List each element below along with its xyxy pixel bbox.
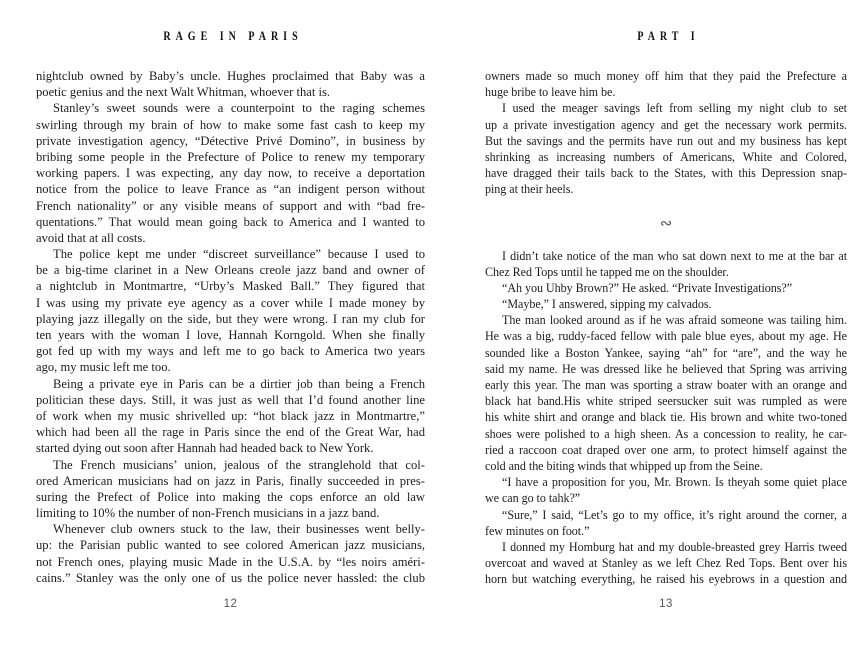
page-body-right <box>485 68 847 587</box>
text-line: French nationality” or any visible means of support and with “bad fre- <box>36 198 425 213</box>
text-line: which had been all the rage in Paris since the end of the Great War, had <box>36 425 425 440</box>
page-number-left: 12 <box>223 598 238 610</box>
text-line: of work when my music shrivelled up: “hot black jazz in Montmartre,” <box>36 408 425 423</box>
text-line: shoes were polished to a high sheen. As a concession to reality, he car- <box>485 426 847 441</box>
text-line: The police kept me under “discreet surveillance” because I used to <box>53 247 425 262</box>
page-right <box>485 0 847 648</box>
text-line: overcoat and waved at Stanley as we left Chez Red Tops. Bent over his <box>485 556 847 571</box>
text-line: private investigation agency, “Détective Privé Domino”, in business by <box>36 133 425 148</box>
text-line: Being a private eye in Paris can be a dirtier job than being a French <box>53 376 425 391</box>
text-line: He was a big, ruddy-faced fellow with pale blue eyes, about my age. He <box>485 329 847 344</box>
text-line: horn but watching everything, he raised his eyebrows in a question and <box>485 572 847 587</box>
text-line: I was using my private eye agency as a cover while I made money by <box>36 295 425 310</box>
text-line: “I have a proposition for you, Mr. Brown. Is theyah some quiet place <box>502 475 847 490</box>
text-line: poetic genius and the next Walt Whitman, whoever that is. <box>36 85 331 100</box>
text-line: a nightclub in Montmartre, “Urby’s Masked Ball.” They figured that <box>36 279 425 294</box>
text-line: Whenever club owners stuck to the law, their businesses went belly- <box>53 522 425 537</box>
text-line: quentations.” That would mean going back to America and I wanted to <box>36 214 425 229</box>
text-line: not French ones, playing music Made in the U.S.A. by “les noirs améri- <box>36 554 425 569</box>
text-line: be a big-time clarinet in a New Orleans creole jazz band and owner of <box>36 263 425 278</box>
text-line: ping at their heels. <box>485 182 574 197</box>
text-line: I donned my Homburg hat and my double-breasted grey Harris tweed <box>502 539 847 554</box>
text-line: “Sure,” I said, “Let’s go to my office, it’s right around the corner, a <box>502 507 847 522</box>
text-line: The man looked around as if he was afraid someone was tailing him. <box>502 313 847 328</box>
text-line: playing jazz illegally on the side, but they were wrong. I ran my club for <box>36 311 425 326</box>
running-header-left: RAGE IN PARIS <box>163 29 303 44</box>
text-line: cains.” Stanley was the only one of us the police never hassled: the club <box>36 570 425 585</box>
text-line: working papers. I was expecting, any day now, to receive a deportation <box>36 166 425 181</box>
text-line: avoid that at all costs. <box>36 230 146 245</box>
text-line: few minutes on foot.” <box>485 523 590 538</box>
running-header-right: PART I <box>637 29 700 44</box>
text-line: said my name. He was dressed like he believed that Spring was arriving <box>485 361 847 376</box>
text-line: nightclub owned by Baby’s uncle. Hughes proclaimed that Baby was a <box>36 69 425 83</box>
text-line: bribing some people in the Prefecture of Police to renew my temporary <box>36 149 425 164</box>
text-line: ored American musicians had on jazz in Paris, finally succeeded in pres- <box>36 473 425 488</box>
text-line: “Maybe,” I answered, sipping my calvados. <box>502 297 712 312</box>
page-number-right: 13 <box>659 598 673 610</box>
text-line: “Ah you Uhby Brown?” He asked. “Private Investigations?” <box>502 280 793 295</box>
text-line: huge bribe to leave him be. <box>485 85 616 100</box>
text-line: got fed up with my ways and left me to go back to America two years <box>36 344 425 359</box>
text-line: sounded like a Boston Yankee, saying “ah” for “are”, and the way he <box>485 345 847 360</box>
text-line: notice from the police to leave France as “an indigent person without <box>36 182 425 197</box>
text-line: suring the Prefect of Police into making the cops enforce an old law <box>36 489 425 504</box>
text-line: limiting to 10% the number of non-French musicians in a jazz band. <box>36 506 380 521</box>
text-line: black hat band.His white striped seersucker suit was rumpled as were <box>485 394 847 409</box>
text-line: up: the Parisian public wanted to see colored American jazz musicians, <box>36 538 425 553</box>
text-line: Chez Red Tops until he tapped me on the shoulder. <box>485 264 729 279</box>
text-line: started dying out soon after Hannah had headed back to New York. <box>36 441 374 456</box>
text-line: owners made so much money off him that they paid the Prefecture a <box>485 69 847 83</box>
text-line: shrinking as increasing numbers of Americans, White and Colored, <box>485 149 847 164</box>
text-line: ago, my music left me too. <box>36 360 171 375</box>
page-body-left <box>36 68 425 586</box>
text-line: But the savings and the permits have run out and my business has kept <box>485 133 847 148</box>
text-line: I used the meager savings left from selling my night club to set <box>502 101 847 116</box>
text-line: cold and the biting winds that whipped up from the Seine. <box>485 458 763 473</box>
text-line: The French musicians’ union, jealous of the stranglehold that col- <box>53 457 425 472</box>
text-line: I didn’t take notice of the man who sat down next to me at the bar at <box>502 248 847 263</box>
text-line: his white shirt and orange and black tie. His brown and white two-toned <box>485 410 847 425</box>
text-line: have dragged their tails back to the States, with this Depression snap- <box>485 166 847 181</box>
page-left <box>36 0 425 648</box>
text-line: early this year. The man was sporting a straw boater with an orange and <box>485 378 847 392</box>
text-line: up a private investigation agency and get the necessary work permits. <box>485 117 847 132</box>
text-line: politician these days. Still, it was just as well that I’d found another line <box>36 392 425 407</box>
text-line: Stanley’s sweet sounds were a counterpoint to the raging schemes <box>53 101 425 116</box>
text-line: ten years with the woman I love, Hannah Korngold. When she finally <box>36 328 425 342</box>
text-line: ried a raccoon coat draped over one arm, to protect himself against the <box>485 442 847 457</box>
text-line: we can go to tahk?” <box>485 491 581 506</box>
section-divider-ornament: ∾ <box>659 213 673 232</box>
text-line: swirling through my brain of how to make some fast cash to keep my <box>36 117 425 132</box>
